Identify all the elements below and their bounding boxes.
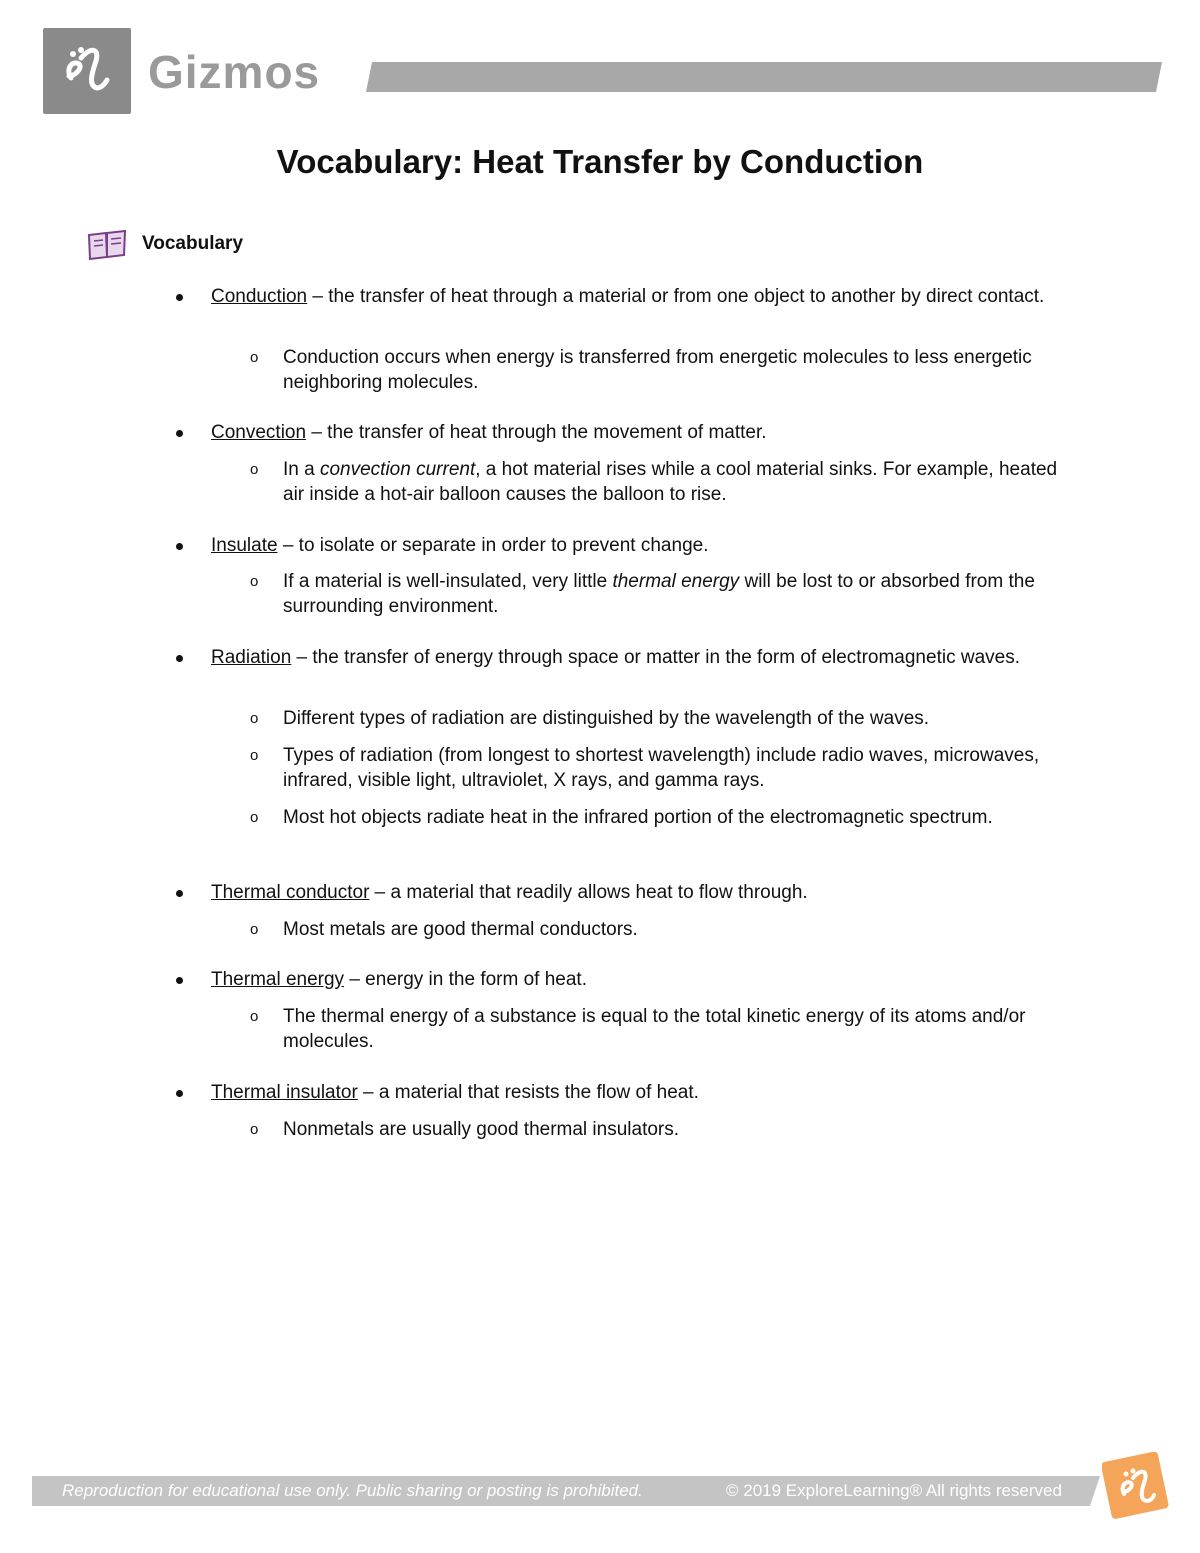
vocab-definition: Convection – the transfer of heat through the movement of matter. [211,422,767,443]
bullet-icon [176,655,183,662]
emphasis-term: thermal energy [612,571,740,592]
explorelearning-logo-icon [1102,1452,1170,1525]
vocab-term: Thermal insulator [211,1082,358,1103]
vocab-definition: Thermal energy – energy in the form of heat. [211,969,587,990]
bullet-icon [176,977,183,984]
vocab-definition: Radiation – the transfer of energy through space or matter in the form of electromagnetic waves. [211,647,1020,668]
section-heading: Vocabulary [142,233,244,254]
sub-bullet-icon: o [250,710,259,727]
brand-name: Gizmos [148,46,321,98]
footer-copyright: © 2019 ExploreLearning® All rights reserved [726,1481,1062,1500]
vocab-term: Thermal conductor [211,882,370,903]
bullet-icon [176,543,183,550]
sub-bullet-icon: o [250,747,259,764]
sub-bullet-icon: o [250,461,259,478]
el-logo-icon [43,28,131,114]
vocab-term: Insulate [211,535,278,556]
sub-bullet-icon: o [250,1121,259,1138]
page-title: Vocabulary: Heat Transfer by Conduction [276,143,924,180]
footer-notice: Reproduction for educational use only. Public sharing or posting is prohibited. [62,1481,643,1500]
emphasis-term: convection current [319,459,476,480]
vocab-definition: Thermal insulator – a material that resists the flow of heat. [211,1082,699,1103]
vocab-term: Conduction [211,286,308,307]
gizmos-logo [43,28,131,114]
vocab-definition: Insulate – to isolate or separate in order to prevent change. [211,535,709,556]
bullet-icon [176,890,183,897]
bullet-icon [176,294,183,301]
sub-bullet-icon: o [250,921,259,938]
vocab-term: Convection [211,422,307,443]
vocab-definition: Thermal conductor – a material that readily allows heat to flow through. [211,882,808,903]
sub-bullet-icon: o [250,809,259,826]
vocab-term: Radiation [211,647,292,668]
bullet-icon [176,1090,183,1097]
bullet-icon [176,430,183,437]
sub-bullet-icon: o [250,349,259,366]
sub-bullet-icon: o [250,1008,259,1025]
header-bar [366,62,1162,92]
vocab-term: Thermal energy [211,969,345,990]
book-icon [86,229,128,266]
sub-bullet-icon: o [250,573,259,590]
vocab-definition: Conduction – the transfer of heat through a material or from one object to another by direct contact. [211,286,1045,307]
